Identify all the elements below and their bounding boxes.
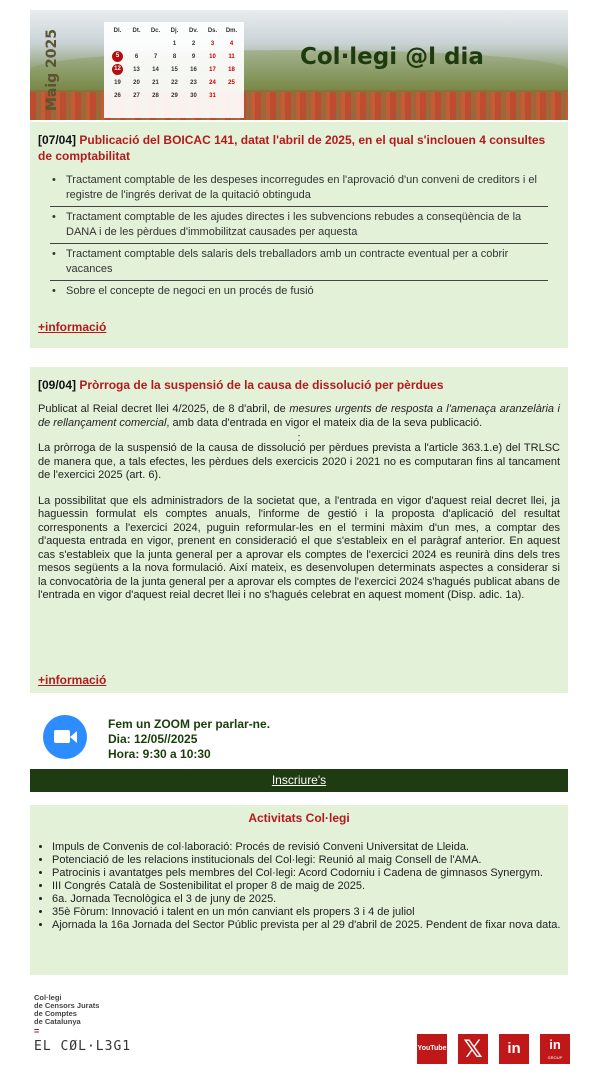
- paragraph-intro: Publicat al Reial decret llei 4/2025, de 8 d'abril, de mesures urgents de resposta a l'amenaça aranzelària i de rellançament comercial, amb data d'entrada en vigor el mateix dia de la seva publicació.: [38, 403, 561, 429]
- calendar-day: 22: [171, 79, 178, 86]
- youtube-icon[interactable]: YouTube: [417, 1034, 447, 1064]
- zoom-time: Hora: 9:30 a 10:30: [108, 747, 211, 761]
- college-logo[interactable]: Col·legi de Censors Jurats de Comptes de Catalunya = EL CØL·L3G1: [34, 994, 144, 1064]
- list-item: • Potenciació de les relacions institucionals del Col·legi: Reunió al maig Consell de l'AMA.: [52, 854, 562, 867]
- calendar-day: 19: [114, 79, 121, 86]
- calendar-day: 11: [228, 53, 235, 60]
- zoom-heading: Fem un ZOOM per parlar-ne.: [108, 717, 271, 731]
- calendar-day: 8: [172, 53, 177, 60]
- signup-link[interactable]: Inscriure's: [271, 773, 327, 787]
- header-banner: [30, 10, 568, 120]
- calendar-weekday: Dm.: [225, 27, 238, 34]
- calendar-day: 30: [190, 92, 197, 99]
- news-card-dissolucio: [30, 367, 568, 693]
- list-item: • Impuls de Convenis de col·laboració: Procés de revisió Conveni Universitat de Lleida.: [52, 841, 562, 854]
- paragraph: La possibilitat que els administradors de la societat que, a l'entrada en vigor d'aquest reial decret llei, ja haguessin formulat els comptes anuals, l'informe de gestió i la proposta d'aplicació del resultat corresponents a l'exercici 2024, puguin reformular-les en el termini màxim d'un mes, a comptar des d'aquesta entrada en vigor, prenent en consideració el que s'estableix en el paràgraf anterior. En aquest cas s'estableix que la junta general per a aprovar els comptes de l'exercici 2024 es reunirà dins dels tres mesos següents a la nova formulació. Així mateix, es desenvolupen determinats aspectes a considerar si la convocatòria de la junta general per a aprovar els comptes de l'exercici 2024 s'hagués publicat abans de l'entrada en vigor d'aquest reial decret llei i no s'hagués celebrat en aquest moment (Disp. adic. 1a).: [38, 494, 560, 601]
- news-body: [30, 393, 568, 603]
- linkedin-icon[interactable]: in: [499, 1034, 529, 1064]
- calendar-weekday: Dj.: [170, 27, 179, 34]
- calendar-weekday: Dl.: [113, 27, 122, 34]
- zoom-video-icon[interactable]: [43, 715, 87, 759]
- calendar-day: 28: [152, 92, 159, 99]
- zoom-date: Dia: 12/05//2025: [108, 732, 198, 746]
- news-headline: Publicació del BOICAC 141, datat l'abril de 2025, en el qual s'inclouen 4 consultes de comptabilitat: [38, 133, 546, 163]
- calendar-day: 17: [209, 66, 216, 73]
- calendar-day: 4: [229, 40, 234, 47]
- calendar-weekdays: [108, 24, 241, 37]
- el-collegi-wordmark: EL CØL·L3G1: [34, 1039, 132, 1054]
- list-item: • 6a. Jornada Tecnològica el 3 de juny de 2025.: [52, 893, 562, 906]
- news-date: [07/04]: [38, 133, 77, 147]
- calendar-day: [146, 37, 165, 50]
- calendar-day: 9: [191, 53, 196, 60]
- calendar-day: 5: [108, 50, 127, 63]
- calendar-weekday: Dc.: [150, 27, 161, 34]
- calendar-day: [127, 37, 146, 50]
- calendar-day: 15: [171, 66, 178, 73]
- calendar-day: 29: [171, 92, 178, 99]
- paragraph: La pròrroga de la suspensió de la causa de dissolució per pèrdues prevista a l'article 363.1.e) del TRLSC de manera que, a tals efectes, les pèrdues dels exercicis 2020 i 2021 no es computaran fins al tancament de l'exercici 2025 (art. 6).: [38, 442, 560, 481]
- list-item: • Ajornada la 16a Jornada del Sector Públic prevista per al 29 d'abril de 2025. Pendent de fixar nova data.: [52, 919, 562, 932]
- zoom-details: [108, 717, 270, 762]
- calendar-day: 6: [134, 53, 139, 60]
- calendar-day: 2: [191, 40, 196, 47]
- news-date: [09/04]: [38, 378, 77, 392]
- calendar-day: 10: [209, 53, 216, 60]
- activitats-card: [30, 805, 568, 975]
- month-label: Maig 2025: [44, 28, 60, 112]
- calendar-day: 12: [108, 63, 127, 76]
- list-item: • 35è Fòrum: Innovació i talent en un món canviant els propers 3 i 4 de juliol: [52, 906, 562, 919]
- calendar-day: 21: [152, 79, 159, 86]
- calendar-day: 27: [133, 92, 140, 99]
- calendar-day: 18: [228, 66, 235, 73]
- news-card-boicac: [30, 122, 568, 348]
- calendar-weekday: Dt.: [132, 27, 141, 34]
- mini-calendar: [104, 22, 244, 118]
- calendar-day: [108, 37, 127, 50]
- more-info-link[interactable]: +informació: [38, 673, 107, 687]
- list-item: • Sobre el concepte de negoci en un procés de fusió: [50, 281, 548, 302]
- newsletter-title: Col·legi @l dia: [300, 44, 484, 70]
- list-item: • Tractament comptable de les ajudes directes i les subvencions rebudes a conseqüència de la DANA i de les pèrdues d'immobilitzat causades per aquesta: [50, 207, 548, 244]
- more-info-link[interactable]: +informació: [38, 320, 107, 334]
- calendar-day: 14: [152, 66, 159, 73]
- calendar-day: 31: [209, 92, 216, 99]
- calendar-day: 26: [114, 92, 121, 99]
- news-title: [30, 122, 568, 164]
- zoom-invite: [30, 713, 568, 763]
- calendar-day: 1: [172, 40, 177, 47]
- calendar-day: 3: [210, 40, 215, 47]
- calendar-day: 7: [153, 53, 158, 60]
- calendar-weekday: Ds.: [207, 27, 218, 34]
- consultes-list: [50, 170, 548, 302]
- calendar-day: 23: [190, 79, 197, 86]
- signup-bar: [30, 769, 568, 792]
- calendar-day: 20: [133, 79, 140, 86]
- calendar-day: 25: [228, 79, 235, 86]
- calendar-day: [222, 89, 241, 102]
- calendar-weekday: Dv.: [189, 27, 198, 34]
- news-headline: Pròrroga de la suspensió de la causa de dissolució per pèrdues: [79, 378, 444, 392]
- list-item: • Tractament comptable de les despeses incorregudes en l'aprovació d'un conveni de creditors i el registre de l'ingrés derivat de la quitació obtinguda: [50, 170, 548, 207]
- news-title: [30, 367, 568, 393]
- calendar-day: 24: [209, 79, 216, 86]
- calendar-day: 13: [133, 66, 140, 73]
- activitats-list: [38, 841, 562, 932]
- list-item: • III Congrés Català de Sostenibilitat el proper 8 de maig de 2025.: [52, 880, 562, 893]
- list-item: • Tractament comptable dels salaris dels treballadors amb un contracte eventual per a cobrir vacances: [50, 244, 548, 281]
- linkedin-group-icon[interactable]: in GROUP: [540, 1034, 570, 1064]
- calendar-day: 16: [190, 66, 197, 73]
- list-item: • Patrocinis i avantatges pels membres del Col·legi: Acord Codorniu i Cadena de gimnasos Synergym.: [52, 867, 562, 880]
- x-twitter-icon[interactable]: 𝕏: [458, 1034, 488, 1064]
- separator-colon: :: [297, 432, 301, 444]
- activitats-title: Activitats Col·legi: [248, 811, 350, 825]
